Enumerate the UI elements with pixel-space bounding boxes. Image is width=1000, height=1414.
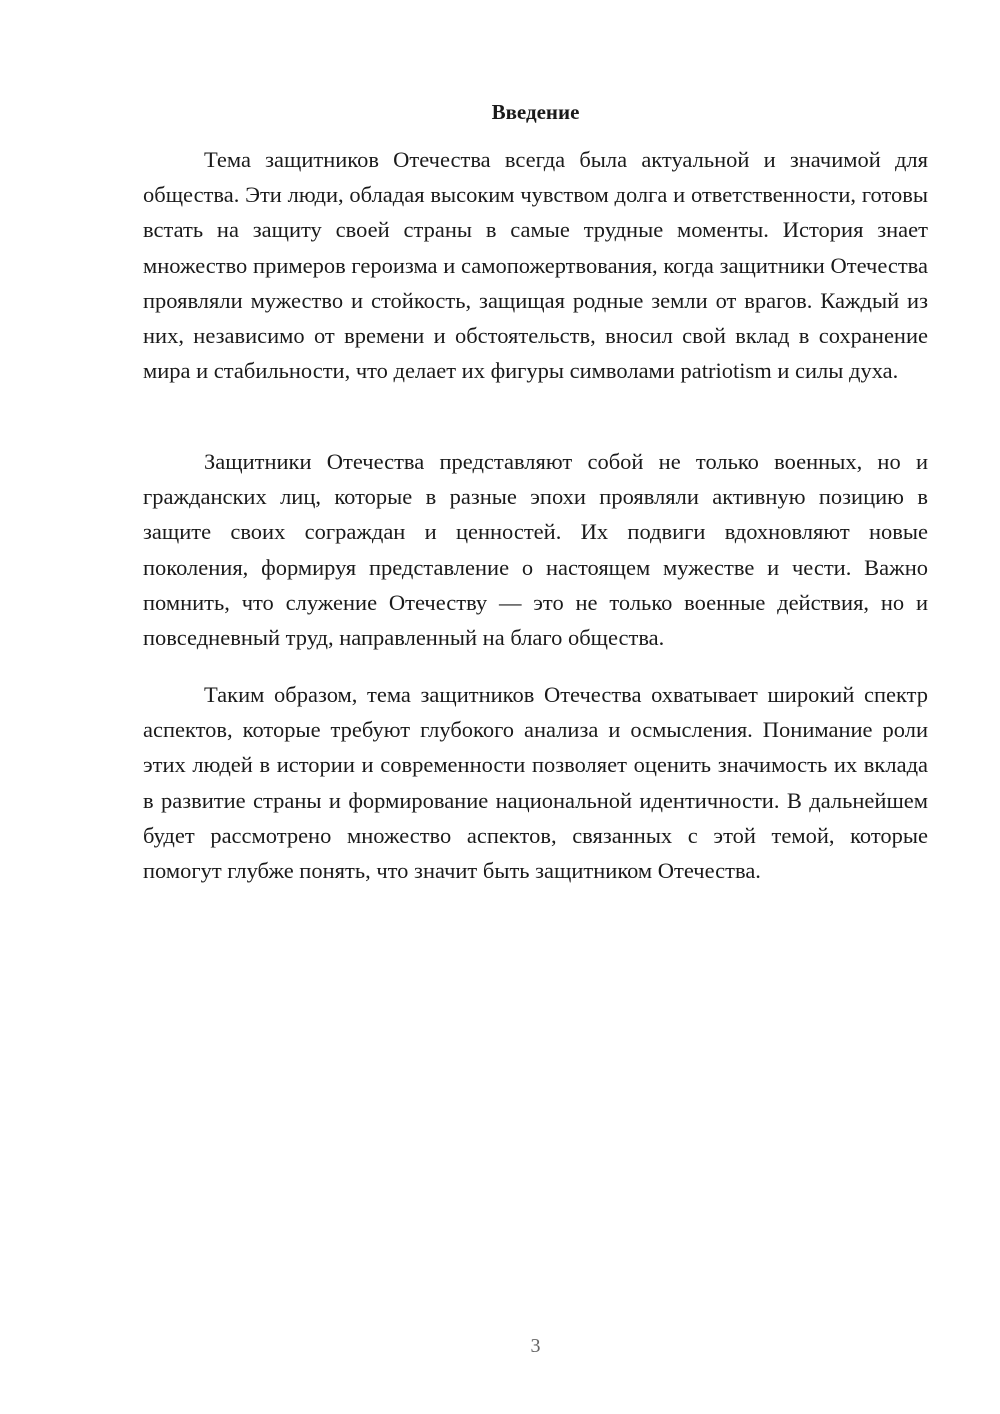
- section-title: Введение: [491, 100, 580, 124]
- paragraph-3: Таким образом, тема защитников Отечества охватывает широкий спектр аспектов, которые требуют глубокого анализа и осмысления. Понимание роли этих людей в истории и современности позволяет оценить значимость их вклада в развитие страны и формирование национальной идентичности. В дальнейшем будет рассмотрено множество аспектов, связанных с этой темой, которые помогут глубже понять, что значит быть защитником Отечества.: [143, 682, 928, 884]
- paragraph-1: Тема защитников Отечества всегда была актуальной и значимой для общества. Эти люди, обладая высоким чувством долга и ответственности, готовы встать на защиту своей страны в самые трудные моменты. История знает множество примеров героизма и самопожертвования, когда защитники Отечества проявляли мужество и стойкость, защищая родные земли от врагов. Каждый из них, независимо от времени и обстоятельств, вносил свой вклад в сохранение мира и стабильности, что делает их фигуры символами patriotism и силы духа.: [143, 147, 928, 384]
- page-number: 3: [530, 1335, 541, 1357]
- paragraph-2: Защитники Отечества представляют собой не только военных, но и гражданских лиц, которые в разные эпохи проявляли активную позицию в защите своих сограждан и ценностей. Их подвиги вдохновляют новые поколения, формируя представление о настоящем мужестве и чести. Важно помнить, что служение Отечеству — это не только военные действия, но и повседневный труд, направленный на благо общества.: [143, 449, 928, 651]
- document-page: [143, 0, 928, 1414]
